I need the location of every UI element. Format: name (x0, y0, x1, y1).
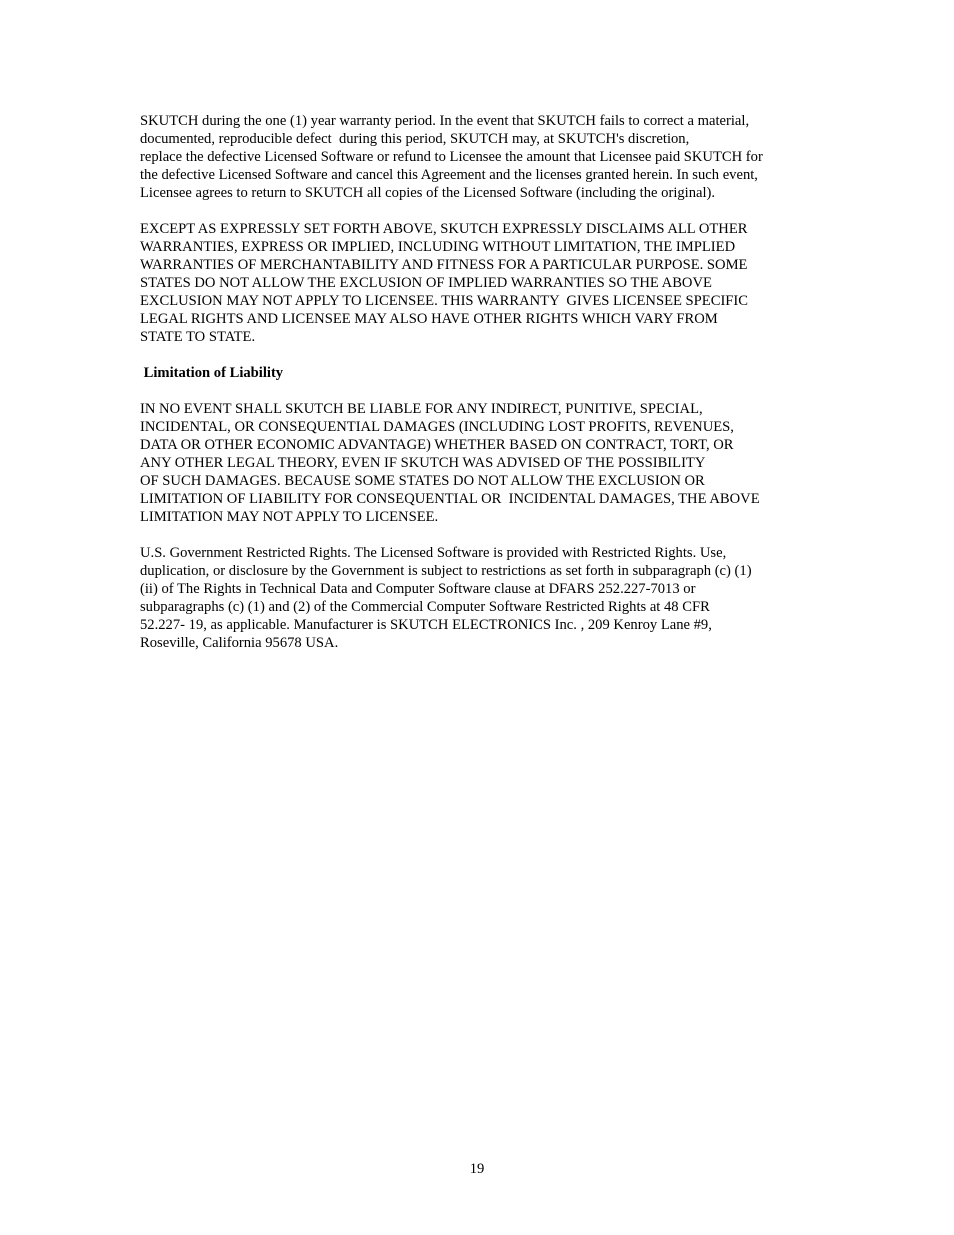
text-line: WARRANTIES OF MERCHANTABILITY AND FITNESS FOR A PARTICULAR PURPOSE. SOME (140, 257, 748, 273)
text-line: LIMITATION OF LIABILITY FOR CONSEQUENTIAL OR INCIDENTAL DAMAGES, THE ABOVE (140, 491, 760, 507)
text-line: STATES DO NOT ALLOW THE EXCLUSION OF IMPLIED WARRANTIES SO THE ABOVE (140, 275, 712, 291)
text-line: documented, reproducible defect during this period, SKUTCH may, at SKUTCH's discretion, (140, 131, 690, 147)
text-line: subparagraphs (c) (1) and (2) of the Commercial Computer Software Restricted Rights at 48 CFR (140, 599, 710, 615)
text-line: EXCEPT AS EXPRESSLY SET FORTH ABOVE, SKUTCH EXPRESSLY DISCLAIMS ALL OTHER (140, 221, 748, 237)
text-line: Roseville, California 95678 USA. (140, 635, 339, 651)
text-line: EXCLUSION MAY NOT APPLY TO LICENSEE. THIS WARRANTY GIVES LICENSEE SPECIFIC (140, 293, 749, 309)
text-line: WARRANTIES, EXPRESS OR IMPLIED, INCLUDING WITHOUT LIMITATION, THE IMPLIED (140, 239, 736, 255)
warranty-remedy-paragraph (140, 112, 820, 202)
text-line: the defective Licensed Software and cancel this Agreement and the licenses granted herein. In such event, (140, 167, 758, 183)
text-line: LEGAL RIGHTS AND LICENSEE MAY ALSO HAVE OTHER RIGHTS WHICH VARY FROM (140, 311, 718, 327)
text-line: OF SUCH DAMAGES. BECAUSE SOME STATES DO NOT ALLOW THE EXCLUSION OR (140, 473, 705, 489)
text-line: ANY OTHER LEGAL THEORY, EVEN IF SKUTCH WAS ADVISED OF THE POSSIBILITY (140, 455, 706, 471)
text-line: U.S. Government Restricted Rights. The Licensed Software is provided with Restricted Rights. Use, (140, 545, 727, 561)
page-number: 19 (469, 1161, 485, 1177)
liability-paragraph (140, 400, 820, 526)
text-line: 52.227- 19, as applicable. Manufacturer is SKUTCH ELECTRONICS Inc. , 209 Kenroy Lane #9, (140, 617, 712, 633)
text-line: Licensee agrees to return to SKUTCH all copies of the Licensed Software (including the original). (140, 185, 716, 201)
limitation-of-liability-heading: Limitation of Liability (140, 365, 284, 381)
text-line: replace the defective Licensed Software or refund to Licensee the amount that Licensee paid SKUTCH for (140, 149, 763, 165)
text-line: (ii) of The Rights in Technical Data and Computer Software clause at DFARS 252.227-7013 or (140, 581, 696, 597)
text-line: DATA OR OTHER ECONOMIC ADVANTAGE) WHETHER BASED ON CONTRACT, TORT, OR (140, 437, 734, 453)
text-line: STATE TO STATE. (140, 329, 256, 345)
text-line: SKUTCH during the one (1) year warranty period. In the event that SKUTCH fails to correct a material, (140, 113, 750, 129)
text-line: INCIDENTAL, OR CONSEQUENTIAL DAMAGES (INCLUDING LOST PROFITS, REVENUES, (140, 419, 734, 435)
text-line: IN NO EVENT SHALL SKUTCH BE LIABLE FOR ANY INDIRECT, PUNITIVE, SPECIAL, (140, 401, 703, 417)
page-content (140, 112, 820, 670)
government-rights-paragraph (140, 544, 820, 652)
text-line: duplication, or disclosure by the Government is subject to restrictions as set forth in subparagraph (c) (1) (140, 563, 752, 579)
disclaimer-paragraph (140, 220, 820, 346)
text-line: LIMITATION MAY NOT APPLY TO LICENSEE. (140, 509, 439, 525)
